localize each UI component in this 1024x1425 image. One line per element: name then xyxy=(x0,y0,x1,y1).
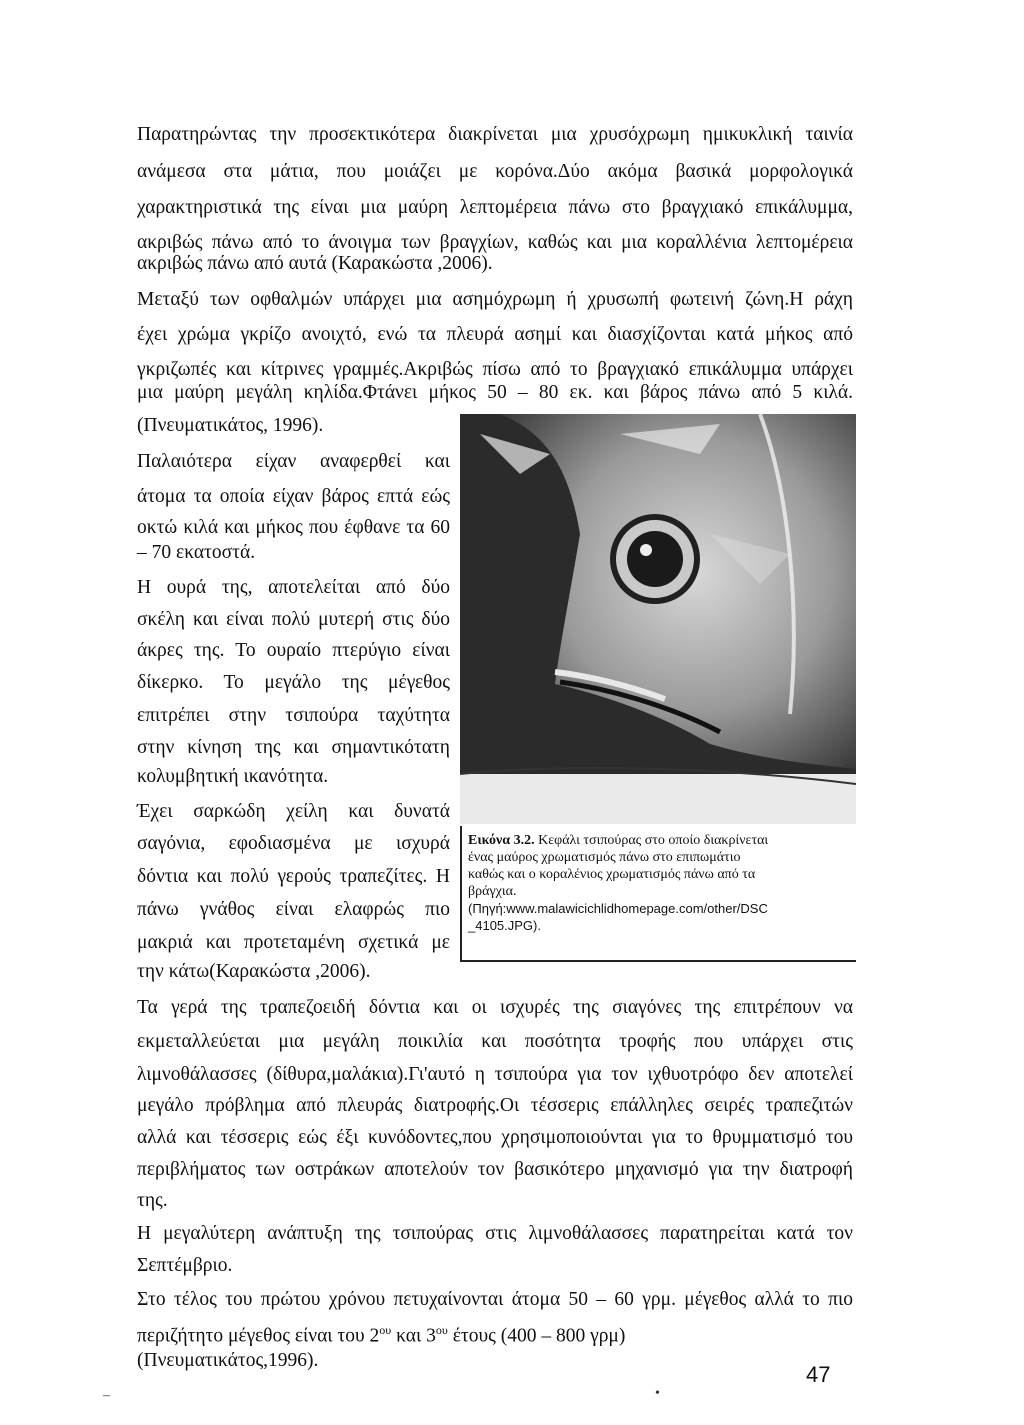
text-line: ακριβώς πάνω από το άνοιγμα των βραγχίων, καθώς και μια κοραλλένια λεπτομέρεια xyxy=(137,232,853,253)
stray-mark: – xyxy=(103,1388,110,1403)
text-span: περιζήτητο μέγεθος είναι του 2 xyxy=(137,1325,380,1347)
text-line: Η μεγαλύτερη ανάπτυξη της τσιπούρας στις λιμνοθάλασσες παρατηρείται κατά τον xyxy=(137,1223,853,1244)
text-line: οκτώ κιλά και μήκος που έφθανε τα 60 xyxy=(137,517,450,538)
text-span: έτους (400 – 800 γρμ) xyxy=(447,1325,626,1347)
text-line: Παρατηρώντας την προσεκτικότερα διακρίνεται μια χρυσόχρωμη ημικυκλική ταινία xyxy=(137,124,853,145)
fish-head-photo xyxy=(460,414,856,824)
caption-text: βράγχια. xyxy=(468,884,517,899)
text-line: περιβλήματος των οστράκων αποτελούν τον βασικότερο μηχανισμό για την διατροφή xyxy=(137,1159,853,1180)
superscript: ου xyxy=(379,1323,392,1337)
text-line: Η ουρά της, αποτελείται από δύο xyxy=(137,577,450,598)
text-line: αλλά και τέσσερις εώς έξι κυνόδοντες,που χρησιμοποιούνται για το θρυμματισμό του xyxy=(137,1127,853,1148)
text-line: μια μαύρη μεγάλη κηλίδα.Φτάνει μήκος 50 – 80 εκ. και βάρος πάνω από 5 κιλά. xyxy=(137,382,853,403)
text-line: δίκερκο. Το μεγάλο της μέγεθος xyxy=(137,672,450,693)
text-line: ακριβώς πάνω από αυτά (Καρακώστα ,2006). xyxy=(137,253,493,274)
fish-head-illustration xyxy=(460,414,856,824)
caption-source: _4105.JPG). xyxy=(468,918,541,933)
stray-mark: • xyxy=(655,1386,660,1401)
text-line: ανάμεσα στα μάτια, που μοιάζει με κορόνα.Δύο ακόμα βασικά μορφολογικά xyxy=(137,161,853,182)
text-line: της. xyxy=(137,1190,168,1211)
text-line: Τα γερά της τραπεζοειδή δόντια και οι ισχυρές της σιαγόνες της επιτρέπουν να xyxy=(137,997,853,1018)
text-line: (Πνευματικάτος,1996). xyxy=(137,1350,319,1371)
text-line: άτομα τα οποία είχαν βάρος επτά εώς xyxy=(137,486,450,507)
text-line: εκμεταλλεύεται μια μεγάλη ποικιλία και ποσότητα τροφής που υπάρχει στις xyxy=(137,1031,853,1052)
caption-text: Κεφάλι τσιπούρας στο οποίο διακρίνεται xyxy=(534,833,769,848)
caption-text: ένας μαύρος χρωματισμός πάνω στο επιπωμάτιο xyxy=(468,850,741,865)
text-line: γκριζωπές και κίτρινες γραμμές.Ακριβώς πίσω από το βραγχιακό επικάλυμμα υπάρχει xyxy=(137,359,853,380)
text-line: κολυμβητική ικανότητα. xyxy=(137,766,329,787)
text-line: άκρες της. Το ουραίο πτερύγιο είναι xyxy=(137,640,450,661)
text-line: (Πνευματικάτος, 1996). xyxy=(137,415,324,436)
text-line: Στο τέλος του πρώτου χρόνου πετυχαίνονται άτομα 50 – 60 γρμ. μέγεθος αλλά το πιο xyxy=(137,1289,853,1310)
text-span: και 3 xyxy=(391,1325,436,1347)
text-line: σκέλη και είναι πολύ μυτερή στις δύο xyxy=(137,609,450,630)
figure-caption xyxy=(460,826,856,962)
text-line: Παλαιότερα είχαν αναφερθεί και xyxy=(137,451,450,472)
text-line: – 70 εκατοστά. xyxy=(137,542,256,563)
text-line: έχει χρώμα γκρίζο ανοιχτό, ενώ τα πλευρά ασημί και διασχίζονται κατά μήκος από xyxy=(137,324,853,345)
text-line: την κάτω(Καρακώστα ,2006). xyxy=(137,961,371,982)
superscript: ου xyxy=(435,1323,448,1337)
page-number: 47 xyxy=(806,1362,831,1387)
text-line: Σεπτέμβριο. xyxy=(137,1255,233,1276)
text-line: μακριά και προτεταμένη σχετικά με xyxy=(137,932,450,953)
text-line: πάνω γνάθος είναι ελαφρώς πιο xyxy=(137,899,450,920)
caption-text: καθώς και ο κοραλένιος χρωματισμός πάνω από τα xyxy=(468,867,756,882)
text-line: δόντια και πολύ γερούς τραπεζίτες. Η xyxy=(137,866,450,887)
text-line xyxy=(137,1318,853,1349)
text-line: Μεταξύ των οφθαλμών υπάρχει μια ασημόχρωμη ή χρυσωπή φωτεινή ζώνη.Η ράχη xyxy=(137,289,853,310)
text-line: λιμνοθάλασσες (δίθυρα,μαλάκια).Γι'αυτό η τσιπούρα για τον ιχθυοτρόφο δεν αποτελεί xyxy=(137,1064,853,1085)
caption-label: Εικόνα 3.2. xyxy=(468,833,535,848)
caption-source: (Πηγή:www.malawicichlidhomepage.com/other/DSC xyxy=(468,901,768,916)
text-line: χαρακτηριστικά της είναι μια μαύρη λεπτομέρεια πάνω στο βραγχιακό επικάλυμμα, xyxy=(137,197,853,218)
text-line: επιτρέπει στην τσιπούρα ταχύτητα xyxy=(137,705,450,726)
text-line: μεγάλο πρόβλημα από πλευράς διατροφής.Οι τέσσερις επάλληλες σειρές τραπεζιτών xyxy=(137,1095,853,1116)
text-line: σαγόνια, εφοδιασμένα με ισχυρά xyxy=(137,833,450,854)
text-line: Έχει σαρκώδη χείλη και δυνατά xyxy=(137,801,450,822)
text-line: στην κίνηση της και σημαντικότατη xyxy=(137,737,450,758)
